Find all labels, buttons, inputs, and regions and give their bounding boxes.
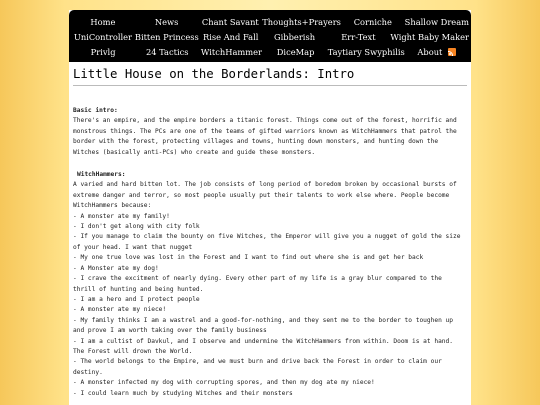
list-item: - A monster infected my dog with corrupting spores, and then my dog ate my niece! [73, 379, 375, 387]
nav-link-dicemap[interactable]: DiceMap [276, 46, 315, 57]
nav-row-1 [71, 14, 469, 29]
nav-link-thoughts-prayers[interactable]: Thoughts+Prayers [262, 16, 341, 27]
basic-intro-paragraph: There's an empire, and the empire borders a titanic forest. Things come out of the forest, horrific and monstrous things. The PCs are one of the teams of gifted warriors known as WitchHammers that patrol the border with the forest, protecting villages and towns, hunting down monsters, and hunting down the Witches (basically anti-PCs) who create and guide these monsters. [73, 117, 457, 156]
list-item: - I am a hero and I protect people [73, 295, 200, 303]
list-item: - I crave the excitment of nearly dying. Every other part of my life is a gray blur compared to the thrill of hunting and being hunted. [73, 275, 442, 293]
list-item: - If you manage to claim the bounty on five Witches, the Emperor will give you a nugget of gold the size of your head. I want that nugget [73, 233, 461, 251]
post-title: Little House on the Borderlands: Intro [73, 67, 355, 81]
reasons-list [73, 212, 467, 399]
nav-link-corniche[interactable]: Corniche [353, 16, 392, 27]
list-item: - A Monster ate my dog! [73, 264, 159, 272]
list-item: - I am a cultist of Davkul, and I observe and undermine the WitchHammers from within. Doom is at hand. The Forest will drown the World. [73, 337, 453, 355]
nav-link-news[interactable]: News [154, 16, 179, 27]
nav-link-wight-baby-maker[interactable]: Wight Baby Maker [390, 31, 469, 42]
rss-icon[interactable] [448, 48, 456, 56]
list-item: - I could learn much by studying Witches and their monsters [73, 389, 293, 397]
spacer [73, 86, 467, 106]
nav-link-bitten-princess[interactable]: Bitten Princess [134, 31, 199, 42]
nav-row-2 [71, 29, 469, 44]
nav-link-privlg[interactable]: Privlg [90, 46, 116, 57]
nav-link-about-group [405, 47, 469, 57]
list-item: - My one true love was lost in the Forest and I want to find out where she is and get her back [73, 254, 424, 262]
nav-link-about[interactable]: About [417, 46, 443, 57]
list-item: - The world belongs to the Empire, and we must burn and drive back the Forest in order to claim our destiny. [73, 358, 442, 376]
nav-link-err-text[interactable]: Err-Text [341, 31, 376, 42]
nav-link-unicontroller[interactable]: UniController [73, 31, 132, 42]
spacer [73, 158, 467, 170]
witchhammers-heading: WitchHammers: [77, 171, 126, 179]
nav-link-chant-savant[interactable]: Chant Savant [201, 16, 259, 27]
nav-row-3 [71, 44, 469, 59]
nav-link-24-tactics[interactable]: 24 Tactics [145, 46, 189, 57]
nav-link-shallow-dream[interactable]: Shallow Dream [404, 16, 470, 27]
list-item: - My family thinks I am a wastrel and a good-for-nothing, and they sent me to the border to toughen up and prove I am worth taking over the family business [73, 316, 453, 335]
nav-link-taytiary-swyphilis[interactable]: Taytiary Swyphilis [327, 46, 405, 57]
witchhammers-paragraph: A varied and hard bitten lot. The job consists of long period of boredom broken by occasional bursts of extreme danger and terror, so most people usually put their talents to work else where. People become WitchHammers because: [73, 181, 457, 210]
post-content [69, 66, 471, 399]
nav-link-witchhammer[interactable]: WitchHammer [200, 46, 262, 57]
top-navigation [69, 10, 471, 62]
nav-link-rise-and-fall[interactable]: Rise And Fall [202, 31, 259, 42]
basic-intro-heading: Basic intro: [73, 107, 118, 114]
list-item: - A monster ate my family! [73, 212, 170, 220]
list-item: - A monster ate my niece! [73, 306, 167, 314]
list-item: - I don't get along with city folk [73, 223, 200, 231]
nav-link-gibberish[interactable]: Gibberish [274, 31, 316, 42]
nav-link-home[interactable]: Home [90, 16, 116, 27]
page-container [69, 10, 471, 405]
